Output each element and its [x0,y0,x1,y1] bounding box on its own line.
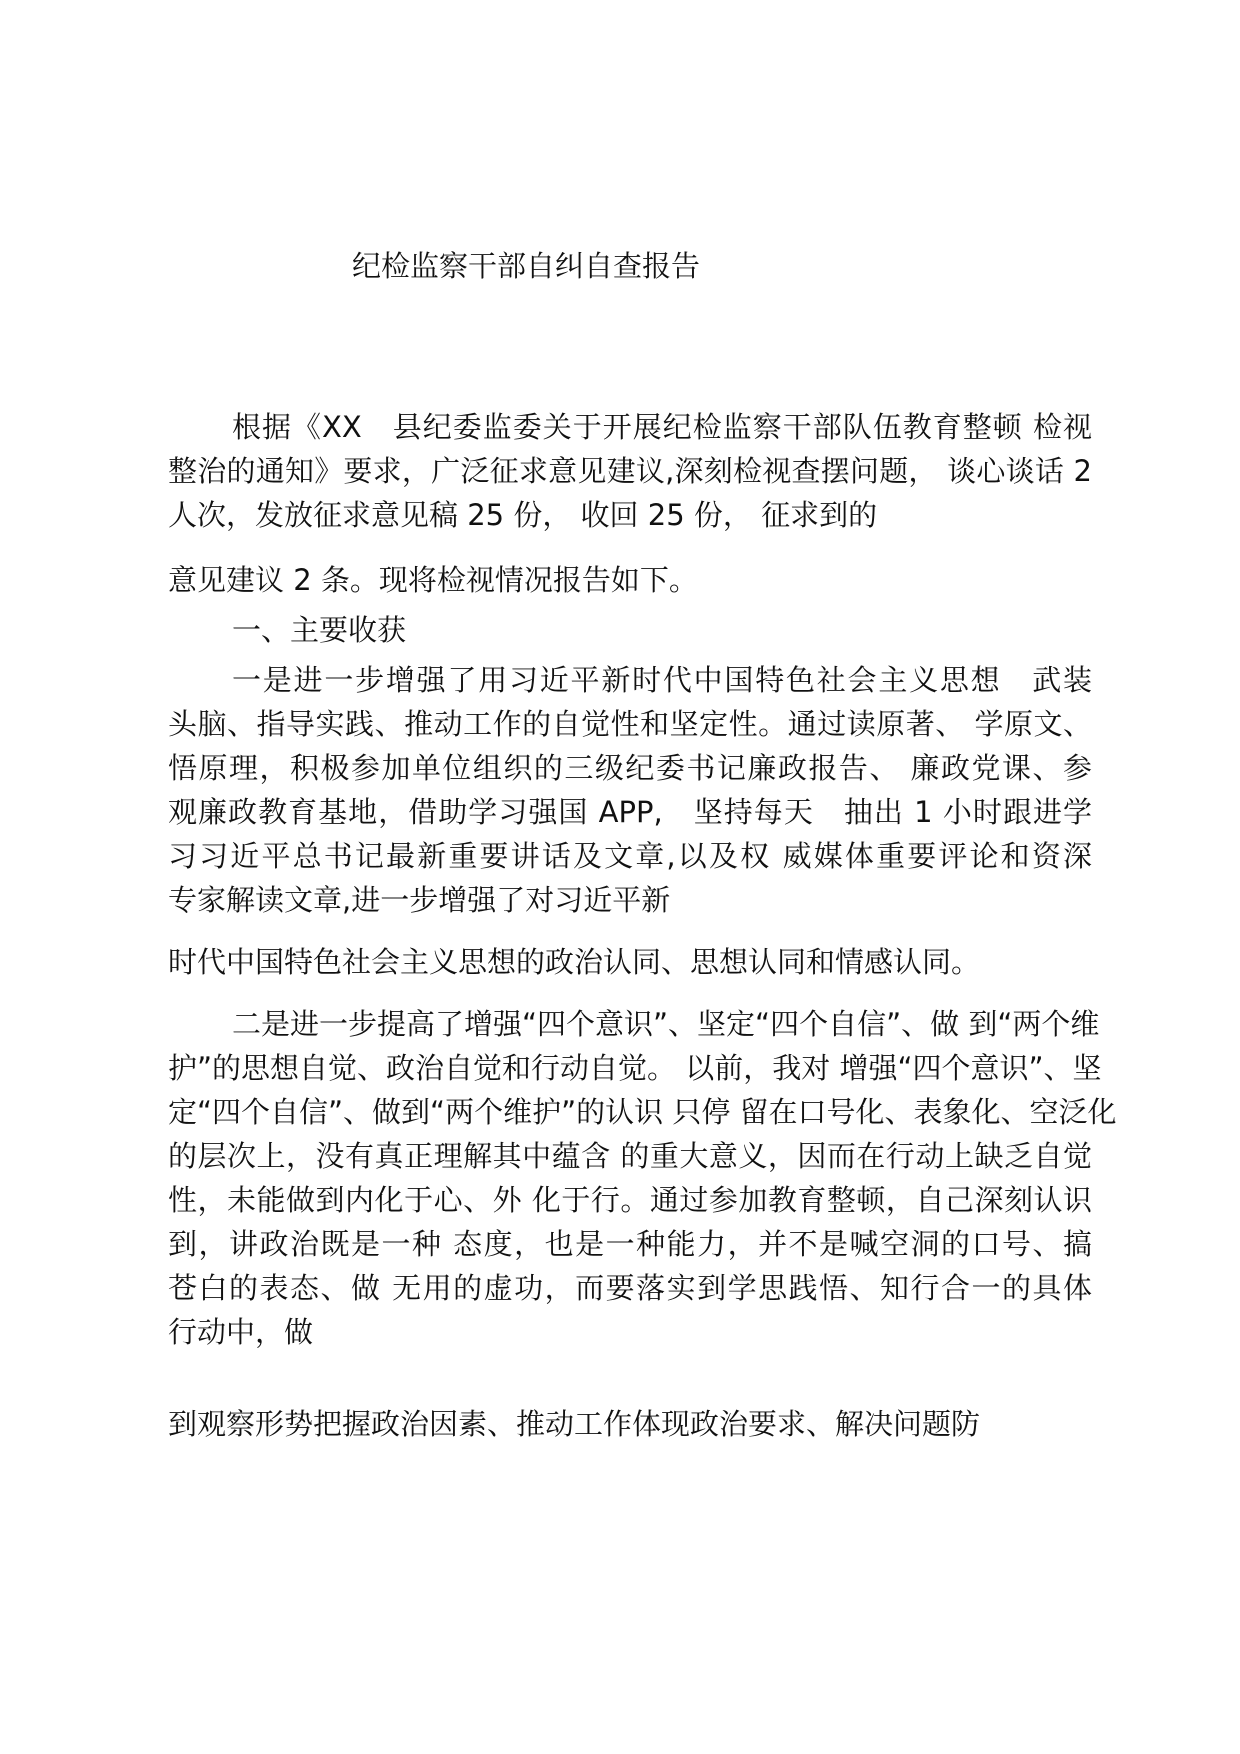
text-line: 观廉政教育基地，借助学习强国 APP, 坚持每天 抽出 1 小时跟进学 [168,795,1092,829]
text-line: 头脑、指导实践、推动工作的自觉性和坚定性。通过读原著、 学原文、 [168,707,1092,741]
text-line: 行动中，做 [168,1315,314,1349]
text-line: 定“四个自信”、做到“两个维护”的认识 只停 留在口号化、表象化、空泛化 [168,1095,1117,1129]
text-line: 意见建议 2 条。现将检视情况报告如下。 [168,563,698,597]
text-line: 专家解读文章,进一步增强了对习近平新 [168,883,671,917]
paragraph-harvest-two [168,940,1117,1354]
text-line: 人次，发放征求意见稿 25 份， 收回 25 份， 征求到的 [168,498,878,532]
text-line: 根据《XX 县纪委监委关于开展纪检监察干部队伍教育整顿 检视 [232,410,1092,444]
text-line: 悟原理，积极参加单位组织的三级纪委书记廉政报告、 廉政党课、参 [168,751,1092,785]
text-line: 整治的通知》要求，广泛征求意见建议,深刻检视查摆问题， 谈心谈话 2 [168,454,1092,488]
text-line: 一是进一步增强了用习近平新时代中国特色社会主义思想 武装 [232,663,1092,697]
document-title: 纪检监察干部自纠自查报告 [352,249,701,283]
paragraph-intro [168,405,1092,537]
paragraph-harvest-one [168,558,1092,922]
text-line: 时代中国特色社会主义思想的政治认同、思想认同和情感认同。 [168,945,981,979]
text-line: 的层次上，没有真正理解其中蕴含 的重大意义，因而在行动上缺乏自觉 [168,1139,1092,1173]
text-line: 到观察形势把握政治因素、推动工作体现政治要求、解决问题防 [168,1407,981,1441]
text-line: 性，未能做到内化于心、外 化于行。通过参加教育整顿，自己深刻认识 [168,1183,1092,1217]
text-line: 苍白的表态、做 无用的虚功，而要落实到学思践悟、知行合一的具体 [168,1271,1092,1305]
section-heading: 一、主要收获 [232,613,407,647]
text-line: 二是进一步提高了增强“四个意识”、坚定“四个自信”、做 到“两个维 [232,1007,1100,1041]
text-line: 习习近平总书记最新重要讲话及文章,以及权 威媒体重要评论和资深 [168,839,1092,873]
text-line: 到，讲政治既是一种 态度，也是一种能力，并不是喊空洞的口号、搞 [168,1227,1092,1261]
paragraph-continuation [168,1402,1092,1446]
text-line: 护”的思想自觉、政治自觉和行动自觉。 以前，我对 增强“四个意识”、坚 [168,1051,1102,1085]
